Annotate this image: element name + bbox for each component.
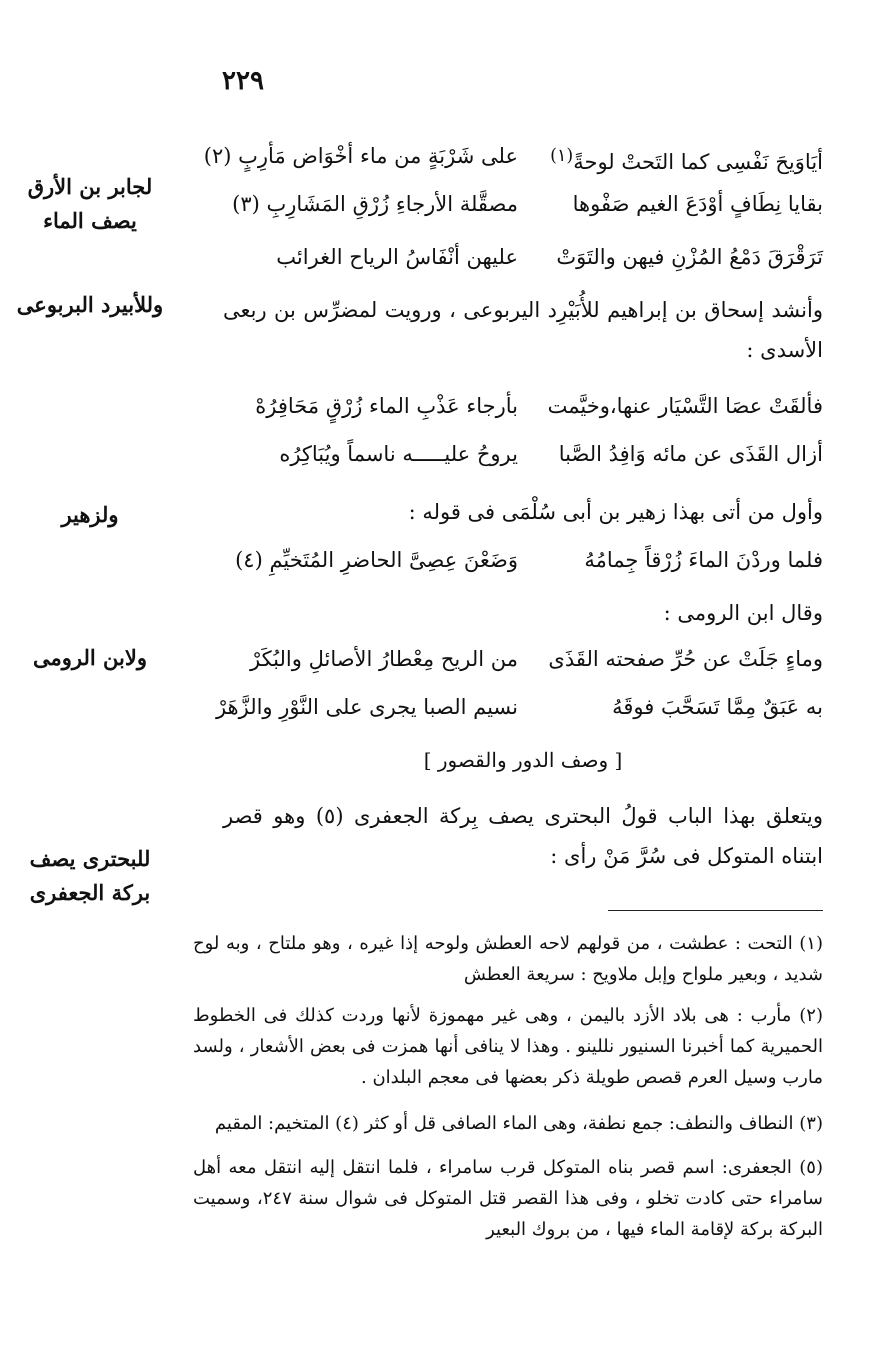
verse-hemistich-first: فلما وردْنَ الماءَ زُرْقاً جِمامُهُ [584,548,823,572]
verse-line [223,184,823,224]
verse-hemistich-second: وَضَعْنَ عِصِىَّ الحاضرِ المُتَخيِّمِ (٤) [235,548,518,572]
verse-hemistich-second: مصقَّلة الأرجاءِ زُرْقِ المَشَارِبِ (٣) [232,192,518,216]
verse-hemistich-second: نسيم الصبا يجرى على النَّوْرِ والزَّهَرْ [215,695,518,719]
verse-hemistich-first: وماءٍ جَلَتْ عن حُرِّ صفحته القَذَى [548,647,823,671]
margin-note-ubayrid: وللأبيرد البربوعى [16,292,164,317]
margin-note-buhturi: للبحترى يصف بركة الجعفرى [29,846,151,905]
footnote: (٢) مأرب : هى بلاد الأزد باليمن ، وهى غير مهموزة لأنها وردت كذلك فى الخطوط الحميرية كما أخبرنا السنيور نللينو . وهذا لا ينافى أنها همزت فى بعض الأشعار ، ولسد مارب وسيل العرم قصص طويلة ذكر بعضها فى معجم البلدان . [193,1005,823,1088]
section-heading: [ وصف الدور والقصور ] [423,748,623,772]
prose-paragraph: وأنشد إسحاق بن إبراهيم للأُبَيْرِد اليربوعى ، ورويت لمضرِّس بن ربعى الأسدى : [223,298,823,362]
verse-hemistich-first: أزال القَذَى عن مائه وَافِدُ الصَّبا [558,442,823,466]
prose-paragraph: ويتعلق بهذا الباب قولُ البحترى يصف بِركة الجعفرى (٥) وهو قصر ابتناه المتوكل فى سُرَّ مَنْ رأى : [223,804,823,868]
margin-note-ibn-rumi: ولابن الرومى [33,645,147,670]
footnote: (٥) الجعفرى: اسم قصر بناه المتوكل قرب سامراء ، فلما انتقل إليه انتقل معه أهل سامراء حتى كادت تخلو ، وفى هذا القصر قتل المتوكل فى شوال سنة ٢٤٧، وسميت البركة بركة لإقامة الماء فيها ، من بروك البعير [193,1157,823,1240]
footnote-divider [608,910,823,911]
verse-hemistich-first: أيَاوَيحَ نَفْسِى كما التَحتْ لوحةً$^{(١)}$ [550,146,823,174]
verse-line [223,434,823,474]
verse-hemistich-second: عليهن أنْفَاسُ الرياح الغرائب [276,245,518,269]
verse-line [223,386,823,426]
verse-hemistich-second: على شَرْبَةٍ من ماء أخْوَاض مَأرِبٍ (٢) [203,144,518,168]
verse-hemistich-first: بقايا نِطَافٍ أوْدَعَ الغيم صَفْوها [572,192,823,216]
verse-hemistich-first: تَرَقْرَقَ دَمْعُ المُزْنِ فيهن والتَوَتْ [556,245,823,269]
verse-hemistich-first: به عَبَقٌ مِمَّا تَسَحَّبَ فوقَهُ [612,695,823,719]
margin-note-jabir: لجابر بن الأرق يصف الماء [27,174,153,233]
prose-paragraph: وقال ابن الرومى : [663,601,823,625]
prose-paragraph: وأول من أتى بهذا زهير بن أبى سُلْمَى فى قوله : [408,500,823,524]
footnote: (١) التحت : عطشت ، من قولهم لاحه العطش ولوحه إذا غيره ، وهو ملتاح ، وبه لوح شديد ، وبعير ملواح وإبل ملاويح : سريعة العطش [193,933,823,985]
margin-note-zuhayr: ولزهير [61,502,119,527]
verse-line [223,639,823,679]
verse-line [215,687,823,727]
verse-hemistich-second: بأرجاء عَذْبِ الماء زُرْقٍ مَحَافِرُهْ [255,394,518,418]
verse-line [203,136,823,176]
verse-hemistich-second: من الريح مِعْطارُ الأصائلِ والبُكَرْ [250,647,518,671]
page-number: ٢٢٩ [222,66,264,96]
verse-hemistich-second: يروحُ عليـــــه ناسماً ويُبَاكِرُه [279,442,518,466]
footnote: (٣) النطاف والنطف: جمع نطفة، وهى الماء الصافى قل أو كثر (٤) المتخيم: المقيم [214,1113,823,1134]
verse-line [223,540,823,580]
verse-hemistich-first: فألقَتْ عصَا التَّسْيَار عنها،وخيَّمت [547,394,823,418]
verse-line [223,237,823,277]
